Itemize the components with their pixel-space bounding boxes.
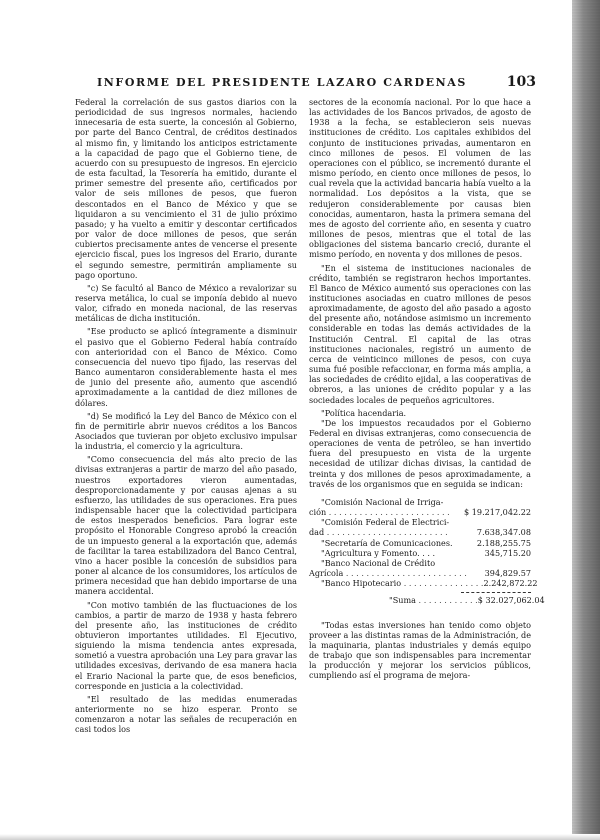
currency-sign: $ xyxy=(477,595,483,606)
table-row-amount: 345,715.20 xyxy=(484,547,531,558)
scan-edge-shadow xyxy=(572,0,600,840)
paragraph: sectores de la economía nacional. Por lo que hace a las actividades de los Bancos privados, de agosto de 1938 a la fecha, se establecieron seis nuevas instituciones de crédito. Los capitales exhibidos del conjunto de instituciones privadas, aumentaron en cinco millones de pesos. El volumen de las operaciones con el público, se incrementó durante el mismo período, en ciento once millones de pesos, lo cual revela que la actividad bancaria había vuelto a la normalidad. Los depósitos a la vista, que se redujeron considerablemente por causas bien conocidas, aumentaron, hasta la primera semana del mes de agosto del corriente año, en sesenta y cuatro millones de pesos, mientras que el total de las obligaciones del sistema bancario creció, durante el mismo período, en noventa y dos millones de pesos. xyxy=(309,97,531,260)
table-row-label: "Banco Nacional de Crédito xyxy=(321,557,436,568)
paragraph: Federal la correlación de sus gastos diarios con la periodicidad de sus ingresos normales, haciendo innecesaria de esta suerte, la concesión al Gobierno, por parte del Banco Central, de créditos destinados al mismo fin, y limitando los anticipos estrictamente a la capacidad de pago que el Gobierno tiene, de acuerdo con su presupuesto de ingresos. En ejercicio de esta facultad, la Tesorería ha emitido, durante el primer semestre del presente año, certificados por valor de seis millones de pesos, que fueron descontados en el Banco de México y que se liquidaron a su vencimiento el 31 de julio próximo pasado; y ha vuelto a emitir y descontar certificados por valor de doce millones de pesos, que serán cubiertos precisamente antes de vencerse el presente ejercicio fiscal, pues los ingresos del Erario, durante el segundo semestre, permitirán ampliamente su pago oportuno. xyxy=(75,97,297,280)
total-amount: 32.027,062.04 xyxy=(485,595,545,606)
table-row xyxy=(309,517,531,527)
table-row-label: ción xyxy=(309,507,327,518)
left-column xyxy=(75,97,297,735)
investment-table xyxy=(309,496,545,606)
paragraph: "Como consecuencia del más alto precio de las divisas extranjeras a partir de marzo del año pasado, nuestros exportadores vieron aumentadas, desproporcionadamente y por causas ajenas a su esfuerzo, las utilidades de sus operaciones. Era pues indispensable hacer que la colectividad participara de estos inesperados beneficios. Para lograr este propósito el Honorable Congreso aprobó la creación de un impuesto general a la exportación que, además de facilitar la tarea estabilizadora del Banco Central, vino a hacer posible la concesión de subsidios para poner al alcance de los consumidores, los artículos de primera necesidad que han debido importarse de una manera accidental. xyxy=(75,454,297,597)
total-label: "Suma xyxy=(389,595,416,606)
table-row-amount: 19.217,042.22 xyxy=(471,507,531,518)
table-row xyxy=(309,497,531,507)
page-number: 103 xyxy=(506,74,536,90)
table-row xyxy=(309,558,531,568)
paragraph: "En el sistema de instituciones nacionales de crédito, también se registraron hechos importantes. El Banco de México aumentó sus operaciones con las instituciones asociadas en cuatro millones de pesos aproximadamente, de agosto del año pasado a agosto del presente año, notándose asimismo un incremento considerable en todas las demás actividades de la Institución Central. El capital de las otras instituciones nacionales, registró un aumento de cerca de veinticinco millones de pesos, con cuya suma fué posible refaccionar, en forma más amplia, a las sociedades de crédito ejidal, a las cooperativas de obreros, a las uniones de crédito popular y a las sociedades locales de pequeños agricultores. xyxy=(309,262,531,405)
table-row: ción . . . . . . . . . . . . . . . . . . . . . . . . $ 19.217,042.22 xyxy=(309,507,531,518)
paragraph: "c) Se facultó al Banco de México a revalorizar su reserva metálica, lo cual se imponía debido al nuevo valor, cifrado en moneda nacional, de las reservas metálicas de dicha institución. xyxy=(75,282,297,324)
table-row-label: Agrícola xyxy=(309,568,344,579)
running-title: INFORME DEL PRESIDENTE LAZARO CARDENAS xyxy=(97,76,467,89)
table-row: Agrícola . . . . . . . . . . . . . . . . . . . . . . . . 394,829.57 xyxy=(309,568,531,579)
paragraph: "Todas estas inversiones han tenido como objeto proveer a las distintas ramas de la Administración, de la maquinaria, plantas industriales y demás equipo de trabajo que son indispensables para incrementar la producción y mejorar los servicios públicos, cumpliendo así el programa de mejora- xyxy=(309,619,531,681)
scan-bottom-edge xyxy=(0,834,600,840)
table-row-amount: 7.638,347.08 xyxy=(476,527,531,538)
table-row-amount: 394,829.57 xyxy=(484,568,531,579)
table-row-label: "Agricultura y Fomento. . . . xyxy=(321,547,436,558)
paragraph: "Con motivo también de las fluctuaciones de los cambios, a partir de marzo de 1938 y hasta febrero del presente año, las instituciones de crédito obtuvieron importantes utilidades. El Ejecutivo, siguiendo la misma tendencia antes expresada, sometió a vuestra aprobación una Ley para gravar las utilidades excesivas, derivando de esa manera hacia el Erario Nacional la parte que, de esos beneficios, corresponde en justicia a la colectividad. xyxy=(75,599,297,691)
section-heading: "Política hacendaria. xyxy=(321,407,407,418)
table-row-label: "Comisión Federal de Electrici- xyxy=(321,517,450,528)
table-row-label: "Banco Hipotecario xyxy=(321,578,402,589)
sum-rule xyxy=(461,592,531,593)
right-column xyxy=(309,97,545,681)
paragraph: "De los impuestos recaudados por el Gobierno Federal en divisas extranjeras, como consecuencia de operaciones de venta de petróleo, se han invertido fuera del presupuesto en vista de la urgente necesidad de utilizar dichas divisas, la cantidad de treinta y dos millones de pesos aproximadamente, a través de los organismos que en seguida se indican: xyxy=(309,417,531,489)
table-row-label: "Comisión Nacional de Irriga- xyxy=(321,496,444,507)
table-row: dad . . . . . . . . . . . . . . . . . . . . . . . . 7.638,347.08 xyxy=(309,527,531,538)
table-row xyxy=(309,538,531,548)
table-row xyxy=(309,548,531,558)
table-row: "Banco Hipotecario . . . . . . . . . . . . . . . . 2.242,872.22 xyxy=(321,578,538,589)
paragraph: "El resultado de las medidas enumeradas anteriormente no se hizo esperar. Pronto se comenzaron a notar las señales de recuperación en casi todos los xyxy=(75,693,297,735)
paragraph: "Ese producto se aplicó íntegramente a disminuir el pasivo que el Gobierno Federal había contraído con anterioridad con el Banco de México. Como consecuencia del nuevo tipo fijado, las reservas del Banco aumentaron considerablemente hasta el mes de junio del presente año, aumento que ascendió aproximadamente a la cantidad de diez millones de dólares. xyxy=(75,326,297,408)
paragraph: "d) Se modificó la Ley del Banco de México con el fin de permitirle abrir nuevos créditos a los Bancos Asociados que tuvieran por objeto exclusivo impulsar la industria, el comercio y la agricultura. xyxy=(75,410,297,452)
table-total-row: "Suma . . . . . . . . . . . . $ 32.027,062.04 xyxy=(389,595,545,606)
currency-sign: $ xyxy=(464,507,470,518)
page-header xyxy=(72,76,536,94)
table-row-label: "Secretaría de Comunicaciones. xyxy=(321,537,453,548)
table-row-label: dad xyxy=(309,527,325,538)
table-row-amount: 2.188,255.75 xyxy=(476,537,531,548)
table-row-amount: 2.242,872.22 xyxy=(483,578,538,589)
